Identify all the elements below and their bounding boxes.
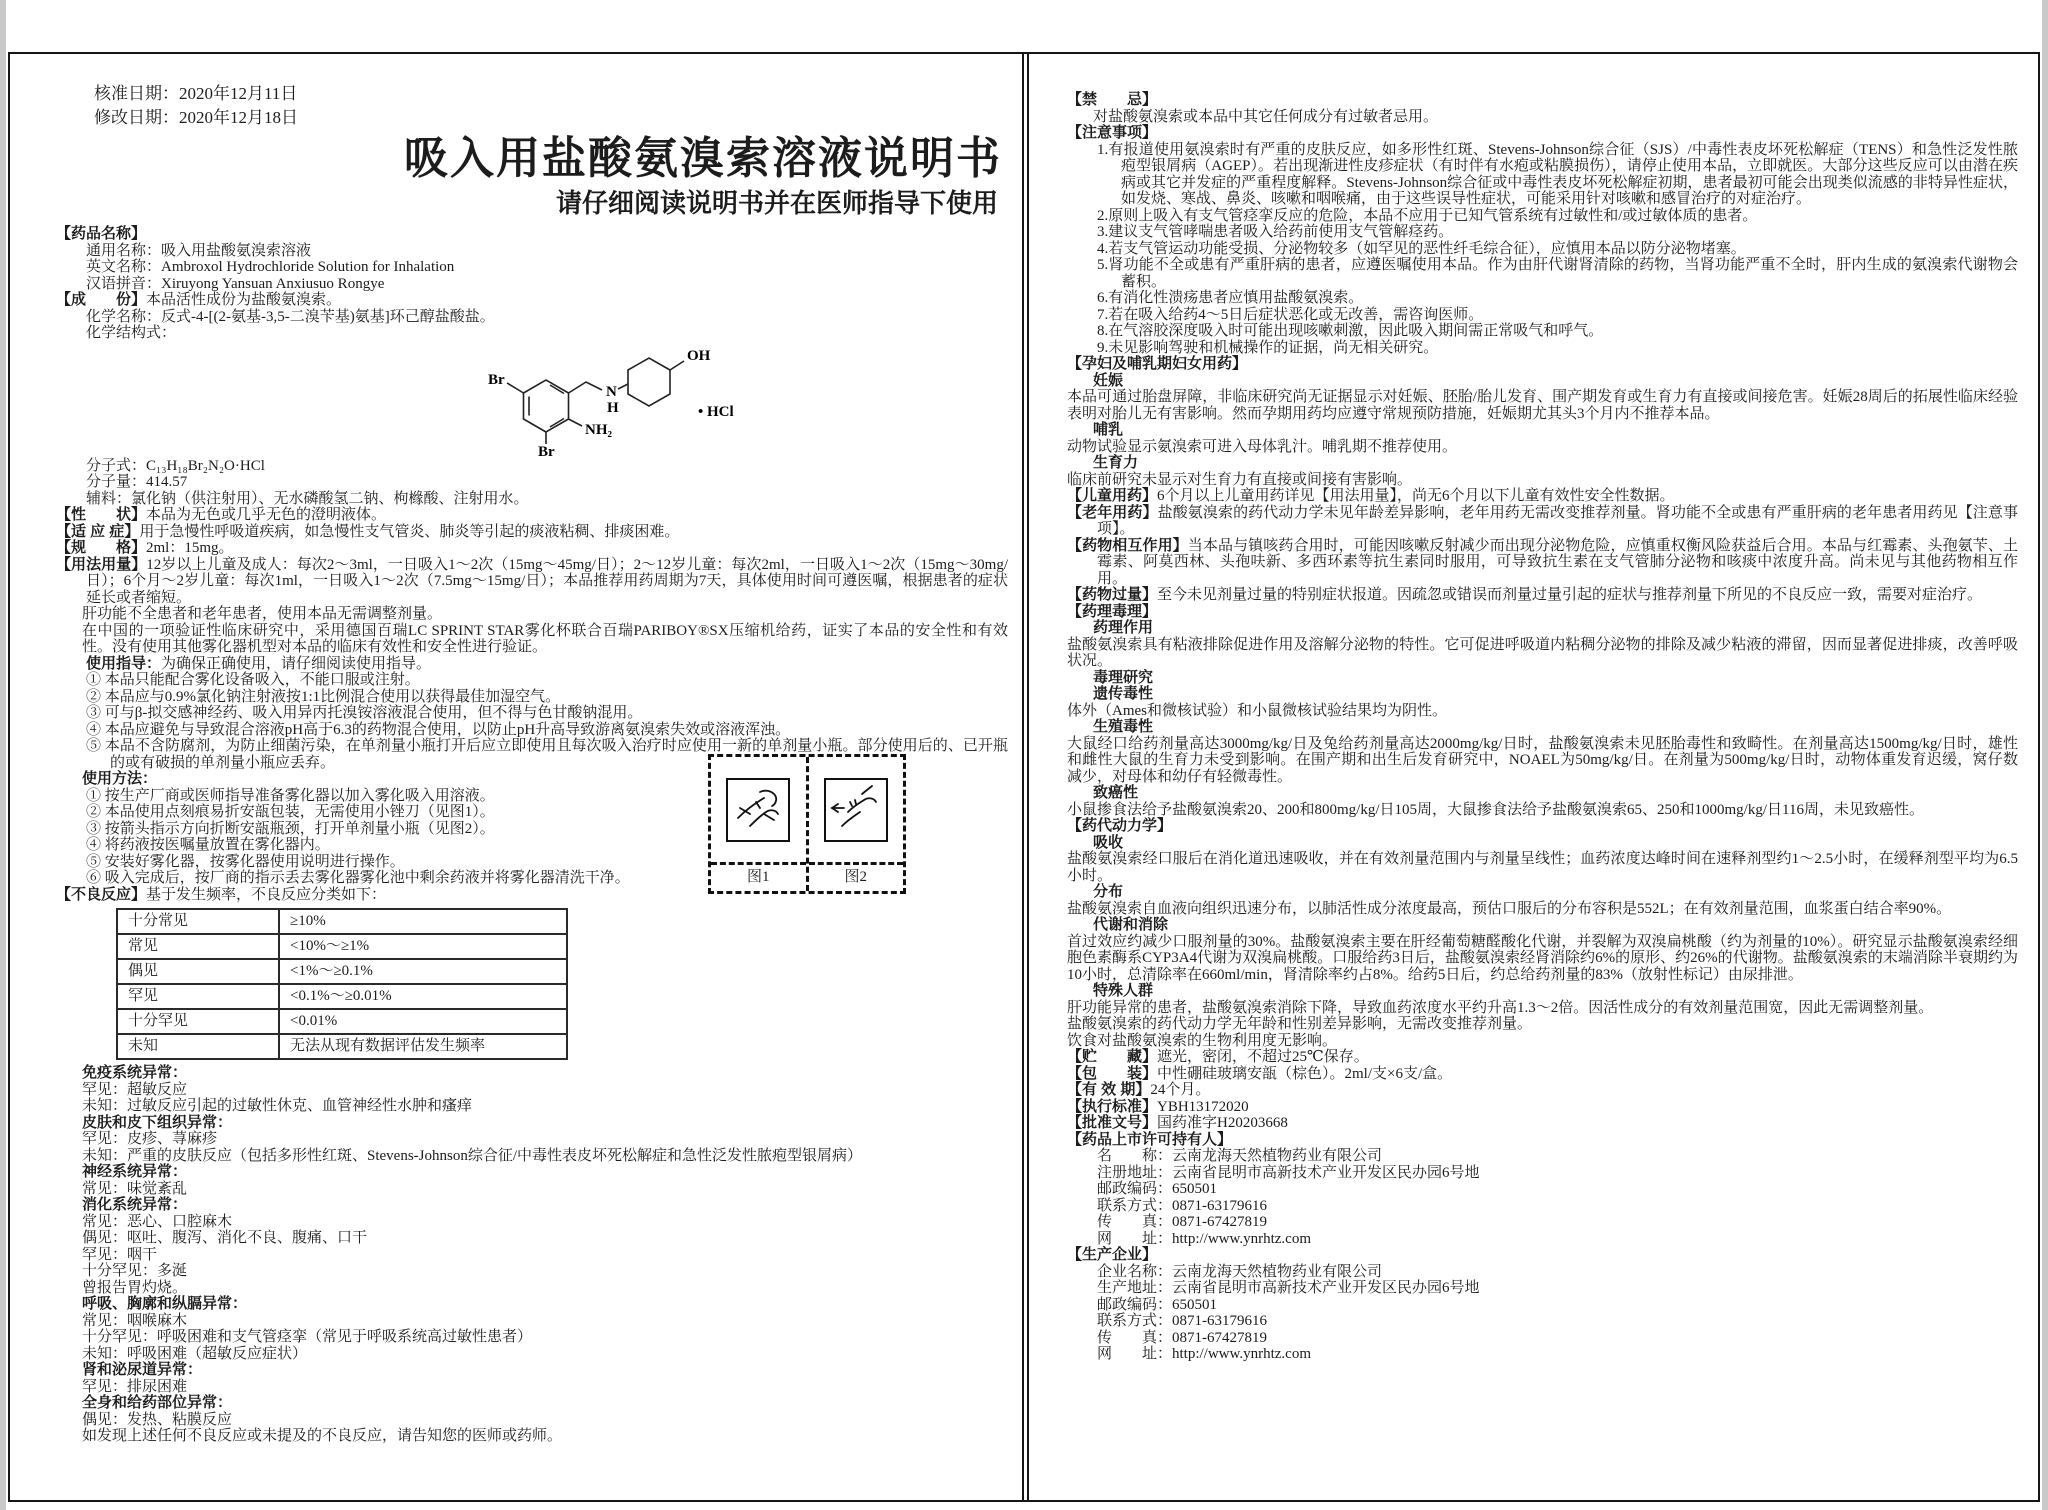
ampoule-snap-illustration [824, 778, 888, 842]
subsection-heading: 药理作用 [1093, 619, 1154, 636]
field-line: 邮政编码：650501 [1097, 1181, 1218, 1197]
section [56, 226, 1008, 243]
list-item: ① 按生产厂商或医师指导准备雾化器以加入雾化吸入用溶液。 [86, 787, 495, 804]
field-line: 生产地址：云南省昆明市高新技术产业开发区民办园6号地 [1097, 1280, 1480, 1296]
section-label: 【儿童用药】 [1067, 487, 1158, 504]
subsection-heading: 致癌性 [1093, 784, 1139, 801]
section-text: 盐酸氨溴索的药代动力学未见年龄差异影响，老年用药无需改变推荐剂量。肾功能不全或患有严重肝病的老年患者用药见【注意事项】。 [1097, 504, 2018, 537]
section [1067, 1066, 2018, 1083]
section [1067, 505, 2018, 538]
subsection-heading: 全身和给药部位异常： [82, 1394, 233, 1411]
list-item: ③ 按箭头指示方向折断安瓿瓶颈，打开单剂量小瓶（见图2）。 [86, 820, 495, 837]
paragraph: 罕见：超敏反应 [82, 1081, 188, 1098]
field-line: 传 真：0871-67427819 [1097, 1329, 1267, 1346]
section-label: 【老年用药】 [1067, 503, 1158, 521]
nh2-label: NH₂ [585, 421, 612, 438]
section-text: 本品活性成份为盐酸氨溴索。 [146, 292, 342, 308]
field-line: 注册地址：云南省昆明市高新技术产业开发区民办园6号地 [1097, 1164, 1480, 1181]
section-label: 【药品名称】 [56, 225, 147, 242]
section-label: 【生产企业】 [1067, 1246, 1158, 1263]
field-line: 联系方式：0871-63179616 [1097, 1313, 1267, 1329]
section-text: 6个月以上儿童用药详见【用法用量】，尚无6个月以下儿童有效性安全性数据。 [1157, 488, 1675, 504]
date-line: 核准日期：2020年12月11日 [94, 84, 298, 103]
paragraph: 未知：过敏反应引起的过敏性休克、血管神经性水肿和瘙痒 [82, 1098, 473, 1114]
bond-n-cyclohexane [618, 384, 628, 389]
section-label: 【不良反应】 [56, 885, 147, 903]
frequency-term: 十分罕见 [117, 1009, 279, 1034]
section-text: 遮光，密闭，不超过25℃保存。 [1157, 1049, 1369, 1065]
section-text: 用于急慢性呼吸道疾病，如急慢性支气管炎、肺炎等引起的痰液粘稠、排痰困难。 [139, 523, 680, 540]
list-item: 9.未见影响驾驶和机械操作的证据，尚无相关研究。 [1097, 339, 1439, 356]
list-item: 5.肾功能不全或患有严重肝病的患者，应遵医嘱使用本品。作为由肝代谢肾清除的药物，当肾功能严重不全时，肝内生成的氨溴索代谢物会蓄积。 [1097, 257, 2018, 290]
leaflet-sheet [8, 52, 2040, 1502]
section-label: 【包 装】 [1067, 1064, 1158, 1082]
list-item: ④ 本品应避免与导致混合溶液pH高于6.3的药物混合使用，以防止pH升高导致游离氨溴索失效或溶液浑浊。 [86, 721, 791, 738]
list-item: ⑥ 吸入完成后，按厂商的指示丢去雾化器雾化池中剩余药液并将雾化器清洗干净。 [86, 870, 630, 886]
list-item: 1.有报道使用氨溴索时有严重的皮肤反应，如多形性红斑、Stevens-Johnson综合征（SJS）/中毒性表皮坏死松解症（TENS）和急性泛发性脓疱型银屑病（AGEP）。若出现渐进性皮疹症状（有时伴有水疱或粘膜损伤），请停止使用本品，立即就医。大部分这些反应可以由潜在疾病或其它并发症的严重程度解释。Stevens-Johnson综合征或中毒性表皮坏死松解症初期，患者最初可能会出现类似流感的非特异性症状，如发烧、寒战、鼻炎、咳嗽和咽喉痛，由于这些误导性症状，可能采用针对咳嗽和感冒治疗的对症治疗。 [1097, 141, 2018, 207]
section-label: 【孕妇及哺乳期妇女用药】 [1067, 355, 1248, 372]
chemical-structure [476, 344, 786, 456]
field-line: 化学名称：反式-4-[(2-氨基-3,5-二溴苄基)氨基]环己醇盐酸盐。 [86, 308, 495, 325]
frequency-range: 无法从现有数据评估发生频率 [279, 1034, 567, 1059]
paragraph: 盐酸氨溴索经口服后在消化道迅速吸收，并在有效剂量范围内与剂量呈线性；血药浓度达峰时间在速释剂型约1～2.5小时，在缓释剂型平均为6.5小时。 [1067, 851, 2018, 884]
frequency-range: <1%～≥0.1% [279, 959, 567, 984]
section-label: 【药代动力学】 [1067, 817, 1173, 834]
frequency-term: 未知 [117, 1034, 279, 1059]
paragraph: 肝功能不全患者和老年患者，使用本品无需调整剂量。 [82, 606, 443, 622]
list-item: 7.若在吸入给药4～5日后症状恶化或无改善，需咨询医师。 [1097, 306, 1484, 323]
subsection-heading: 皮肤和皮下组织异常： [82, 1113, 233, 1131]
oh-label: OH [687, 347, 711, 364]
section [1067, 1115, 2018, 1132]
paragraph: 常见：味觉紊乱 [82, 1180, 188, 1197]
paragraph: 如发现上述任何不良反应或未提及的不良反应，请告知您的医师或药师。 [82, 1428, 563, 1444]
subsection-heading: 消化系统异常： [82, 1196, 188, 1213]
figure-2 [809, 757, 904, 891]
cyclohexane-ring [628, 358, 670, 406]
section-label: 【药品上市许可持有人】 [1067, 1130, 1233, 1148]
paragraph: 临床前研究未显示对生育力有直接或间接有害影响。 [1067, 471, 1413, 488]
field-line: 邮政编码：650501 [1097, 1296, 1218, 1313]
section-label: 【成 份】 [56, 291, 147, 308]
field-line: 英文名称：Ambroxol Hydrochloride Solution for Inhalation [86, 259, 455, 275]
field-line: 通用名称：吸入用盐酸氨溴索溶液 [86, 242, 312, 259]
br-top-label: Br [488, 371, 505, 388]
section-label: 【用法用量】 [56, 555, 147, 573]
section-label: 【性 状】 [56, 506, 147, 523]
scan-edge-left [0, 0, 6, 1510]
paragraph: 肝功能异常的患者，盐酸氨溴索消除下降，导致血药浓度水平约升高1.3～2倍。因活性成分的有效剂量范围宽，因此无需调整剂量。 [1067, 999, 1934, 1016]
table-row [117, 1009, 567, 1034]
subsection-heading: 生育力 [1093, 454, 1139, 471]
section-label: 【药理毒理】 [1067, 602, 1158, 620]
section-label: 【批准文号】 [1067, 1114, 1158, 1131]
subsection-heading: 哺乳 [1093, 421, 1124, 438]
paragraph: 对盐酸氨溴索或本品中其它任何成分有过敏者忌用。 [1093, 108, 1439, 125]
subsection-heading: 生殖毒性 [1093, 718, 1154, 735]
frequency-term: 常见 [117, 934, 279, 959]
table-row [117, 909, 567, 934]
paragraph: 盐酸氨溴索具有粘液排除促进作用及溶解分泌物的特性。它可促进呼吸道内粘稠分泌物的排除及减少粘液的滞留，因而显著促进排痰，改善呼吸状况。 [1067, 636, 2018, 669]
list-item: ⑤ 安装好雾化器，按雾化器使用说明进行操作。 [86, 853, 405, 870]
field-line: 分子量：414.57 [86, 474, 188, 490]
section [1067, 125, 2018, 142]
bond-oh [670, 361, 684, 370]
right-page [1027, 54, 2038, 1500]
section [1067, 92, 2018, 109]
section [1067, 1082, 2018, 1099]
adverse-frequency-table-body [117, 909, 567, 1059]
frequency-range: <10%～≥1% [279, 934, 567, 959]
section-label: 【注意事项】 [1067, 124, 1158, 141]
subsection-heading: 特殊人群 [1093, 982, 1154, 999]
subsection-heading: 使用方法： [82, 770, 158, 787]
ampoule-figures-box [708, 754, 906, 894]
paragraph: 小鼠掺食法给予盐酸氨溴索20、200和800mg/kg/日105周，大鼠掺食法给予盐酸氨溴索65、250和1000mg/kg/日116周，未见致癌性。 [1067, 801, 1924, 818]
figure-2-image [809, 757, 904, 865]
section-label: 【贮 藏】 [1067, 1048, 1158, 1065]
section-text: 24个月。 [1150, 1082, 1211, 1098]
adverse-frequency-table [116, 908, 568, 1060]
paragraph: 常见：恶心、口腔麻木 [82, 1213, 233, 1230]
paragraph: 偶见：发热、粘膜反应 [82, 1411, 233, 1428]
paragraph: 常见：咽喉麻木 [82, 1312, 188, 1329]
paragraph: 本品可通过胎盘屏障，非临床研究尚无证据显示对妊娠、胚胎/胎儿发育、围产期发育或生育力有直接或间接危害。妊娠28周后的拓展性临床经验表明对胎儿无有害影响。然而孕期用药均应遵守常规预防措施，妊娠期尤其头3个月内不推荐本品。 [1067, 389, 2018, 422]
document-title: 吸入用盐酸氨溴索溶液说明书 [404, 134, 1002, 183]
subsection-heading [86, 656, 1008, 673]
section-label: 【药物相互作用】 [1067, 536, 1188, 554]
paragraph: 饮食对盐酸氨溴索的生物利用度无影响。 [1067, 1032, 1338, 1049]
section-text: 至今未见剂量过量的特别症状报道。因疏忽或错误而剂量过量引起的症状与推荐剂量下所见的不良反应一致，需要对症治疗。 [1157, 587, 1983, 603]
paragraph: 在中国的一项验证性临床研究中，采用德国百瑞LC SPRINT STAR雾化杯联合百瑞PARIBOY®SX压缩机给药，证实了本品的安全性和有效性。没有使用其他雾化器机型对本品的临床有效性和安全性进行验证。 [82, 622, 1008, 655]
field-line: 网 址：http://www.ynrhtz.com [1097, 1346, 1312, 1362]
field-line: 名 称：云南龙海天然植物药业有限公司 [1097, 1148, 1383, 1164]
table-row [117, 984, 567, 1009]
ampoule-scored-illustration [726, 778, 790, 842]
field-line: 企业名称：云南龙海天然植物药业有限公司 [1097, 1263, 1383, 1280]
section [56, 507, 1008, 524]
figure-1-image [711, 757, 806, 865]
document-subtitle: 请仔细阅读说明书并在医师指导下使用 [555, 188, 998, 218]
paragraph: 十分罕见：多涎 [82, 1263, 188, 1279]
section [56, 524, 1008, 541]
section-text: 为确保正确使用，请仔细阅读使用指导。 [161, 655, 432, 672]
subsection-heading: 呼吸、胸廓和纵膈异常： [82, 1295, 248, 1312]
section-label: 【执行标准】 [1067, 1097, 1158, 1115]
section-label: 【规 格】 [56, 539, 147, 556]
section-label: 【禁 忌】 [1067, 91, 1158, 108]
section-text: 国药准字H20203668 [1157, 1115, 1288, 1131]
bond-ch2-n [569, 382, 603, 393]
subsection-heading: 免疫系统异常： [82, 1064, 188, 1081]
figure-1 [711, 757, 809, 891]
section-text: 当本品与镇咳药合用时，可能因咳嗽反射减少而出现分泌物危险，应慎重权衡风险获益后合用。本品与红霉素、头孢氨苄、土霉素、阿莫西林、头孢呋新、多西环素等抗生素同时服用，可导致抗生素在支气管肺分泌物和咳痰中浓度升高。尚未见与其他药物相互作用。 [1097, 537, 2018, 587]
section [56, 540, 1008, 557]
section [1067, 488, 2018, 505]
field-line: 辅料：氯化钠（供注射用）、无水磷酸氢二钠、枸橼酸、注射用水。 [86, 490, 529, 507]
frequency-range: <0.1%～≥0.01% [279, 984, 567, 1009]
section [1067, 1099, 2018, 1116]
list-item: ① 本品只能配合雾化设备吸入，不能口服或注射。 [86, 672, 420, 688]
paragraph: 未知：呼吸困难（超敏反应症状） [82, 1345, 308, 1362]
list-item: ⑤ 本品不含防腐剂，为防止细菌污染，在单剂量小瓶打开后应立即使用且每次吸入治疗时应使用一新的单剂量小瓶。部分使用后的、已开瓶的或有破损的单剂量小瓶应丢弃。 [86, 738, 1008, 771]
frequency-range: ≥10% [279, 909, 567, 934]
list-item: 4.若支气管运动功能受损、分泌物较多（如罕见的恶性纤毛综合征），应慎用本品以防分泌物堵塞。 [1097, 240, 1746, 257]
bond-br-top [507, 383, 524, 393]
paragraph: 动物试验显示氨溴索可进入母体乳汁。哺乳期不推荐使用。 [1067, 438, 1458, 455]
field-line: 传 真：0871-67427819 [1097, 1214, 1267, 1230]
field-line: 网 址：http://www.ynrhtz.com [1097, 1230, 1312, 1247]
hcl-label: • HCl [698, 403, 734, 420]
paragraph: 首过效应约减少口服剂量的30%。盐酸氨溴索主要在肝经葡萄糖醛酸化代谢，并裂解为双溴扁桃酸（约为剂量的10%）。研究显示盐酸氨溴索经细胞色素酶系CYP3A4代谢为双溴扁桃酸。口服给药3日后，盐酸氨溴索经肾消除约6%的原形、约26%的代谢物。盐酸氨溴索的末端消除半衰期约为10小时，总清除率在660ml/min，肾清除率约占8%。给药5日后，约总给药剂量的83%（放射性标记）由尿排泄。 [1067, 933, 2018, 983]
field-line: 汉语拼音：Xiruyong Yansuan Anxiusuo Rongye [86, 275, 385, 292]
section-text: 2ml：15mg。 [146, 540, 234, 556]
subsection-heading: 代谢和消除 [1093, 916, 1169, 933]
section-text: 基于发生频率，不良反应分类如下： [146, 886, 387, 903]
section-text: 12岁以上儿童及成人：每次2～3ml，一日吸入1～2次（15mg～45mg/日）；2～12岁儿童：每次2ml，一日吸入1～2次（15mg～30mg/日）；6个月～2岁儿童：每次1ml，一日吸入1～2次（7.5mg～15mg/日）；本品推荐用药周期为7天，具体使用时间可遵医嘱，根据患者的症状延长或者缩短。 [86, 556, 1008, 606]
field-line: 化学结构式： [86, 325, 177, 341]
list-item: ④ 将药液按医嘱量放置在雾化器内。 [86, 837, 330, 853]
section [56, 292, 1008, 309]
bond-nh2 [569, 419, 583, 426]
paragraph: 体外（Ames和微核试验）和小鼠微核试验结果均为阴性。 [1067, 702, 1447, 719]
benzene-ring [524, 380, 569, 432]
section [1067, 356, 2018, 373]
section-label: 【有 效 期】 [1067, 1081, 1151, 1098]
section-text: 本品为无色或几乎无色的澄明液体。 [146, 507, 387, 523]
br-bottom-label: Br [538, 443, 555, 456]
paragraph: 罕见：排尿困难 [82, 1378, 188, 1395]
paragraph: 十分罕见：呼吸困难和支气管痉挛（常见于呼吸系统高过敏性患者） [82, 1329, 533, 1345]
n-label: N [606, 383, 617, 400]
frequency-term: 罕见 [117, 984, 279, 1009]
figure-label: 图2 [844, 869, 867, 885]
paragraph: 盐酸氨溴索的药代动力学无年龄和性别差异影响，无需改变推荐剂量。 [1067, 1016, 1533, 1032]
subsection-heading: 分布 [1093, 883, 1124, 900]
section [56, 557, 1008, 607]
list-item: 6.有消化性溃疡患者应慎用盐酸氨溴索。 [1097, 290, 1364, 306]
paragraph: 未知：严重的皮肤反应（包括多形性红斑、Stevens-Johnson综合征/中毒性表皮坏死松解症和急性泛发性脓疱型银屑病） [82, 1147, 863, 1164]
paragraph: 曾报告胃灼烧。 [82, 1279, 188, 1296]
section-text: 中性硼硅玻璃安瓿（棕色）。2ml/支×6支/盒。 [1157, 1065, 1453, 1082]
list-item: 2.原则上吸入有支气管痉挛反应的危险，本品不应用于已知气管系统有过敏性和/或过敏体质的患者。 [1097, 207, 1758, 224]
field-line: 分子式：C₁₃H₁₈Br₂N₂O·HCl [86, 457, 265, 474]
subsection-heading: 毒理研究 [1093, 668, 1154, 686]
field-line: 联系方式：0871-63179616 [1097, 1197, 1267, 1214]
paragraph: 罕见：咽干 [82, 1246, 158, 1263]
paragraph: 盐酸氨溴索自血液向组织迅速分布，以肺活性成分浓度最高，预估口服后的分布容积是552L；在有效剂量范围，血浆蛋白结合率90%。 [1067, 900, 1952, 917]
section [1067, 1132, 2018, 1149]
left-page [10, 54, 1024, 1500]
subsection-heading: 肾和泌尿道异常： [82, 1361, 203, 1378]
subsection-heading: 遗传毒性 [1093, 685, 1154, 702]
date-line: 修改日期：2020年12月18日 [94, 108, 298, 127]
paragraph: 大鼠经口给药剂量高达3000mg/kg/日及兔给药剂量高达2000mg/kg/日时，盐酸氨溴索未见胚胎毒性和致畸性。在剂量高达1500mg/kg/日时，雄性和雌性大鼠的生育力未受到影响。在围产期和出生后发育研究中，NOAEL为50mg/kg/日。在剂量为500mg/kg/日时，动物体重发育迟缓，窝仔数减少，对母体和幼仔有轻微毒性。 [1067, 735, 2018, 785]
list-item: 3.建议支气管哮喘患者吸入给药前使用支气管解痉药。 [1097, 224, 1454, 240]
frequency-term: 十分常见 [117, 909, 279, 934]
table-row [117, 959, 567, 984]
section [1067, 1049, 2018, 1066]
lead-label: 使用指导： [86, 654, 162, 672]
section [1067, 604, 2018, 621]
section [1067, 818, 2018, 835]
list-item: ② 本品使用点刻痕易折安瓿包装，无需使用小锉刀（见图1）。 [86, 804, 495, 820]
list-item: 8.在气溶胶深度吸入时可能出现咳嗽刺激，因此吸入期间需正常吸气和呼气。 [1097, 323, 1604, 339]
subsection-heading: 神经系统异常： [82, 1163, 188, 1180]
table-row [117, 934, 567, 959]
frequency-term: 偶见 [117, 959, 279, 984]
subsection-heading: 妊娠 [1093, 371, 1124, 389]
scan-edge-right [2042, 0, 2048, 1510]
section-text: YBH13172020 [1157, 1098, 1249, 1115]
section [1067, 1247, 2018, 1264]
section [1067, 538, 2018, 588]
paragraph: 偶见：呕吐、腹泻、消化不良、腹痛、口干 [82, 1230, 368, 1246]
list-item: ③ 可与β-拟交感神经药、吸入用异丙托溴铵溶液混合使用，但不得与色甘酸钠混用。 [86, 705, 643, 721]
frequency-range: <0.01% [279, 1009, 567, 1034]
section [1067, 587, 2018, 604]
section-label: 【适 应 症】 [56, 522, 140, 540]
paragraph: 罕见：皮疹、荨麻疹 [82, 1131, 218, 1147]
h-label: H [607, 399, 619, 416]
table-row [117, 1034, 567, 1059]
figure-label: 图1 [746, 869, 770, 885]
section-label: 【药物过量】 [1067, 586, 1158, 603]
list-item: ② 本品应与0.9%氯化钠注射液按1:1比例混合使用以获得最佳加湿空气。 [86, 688, 561, 705]
subsection-heading: 吸收 [1093, 833, 1124, 851]
